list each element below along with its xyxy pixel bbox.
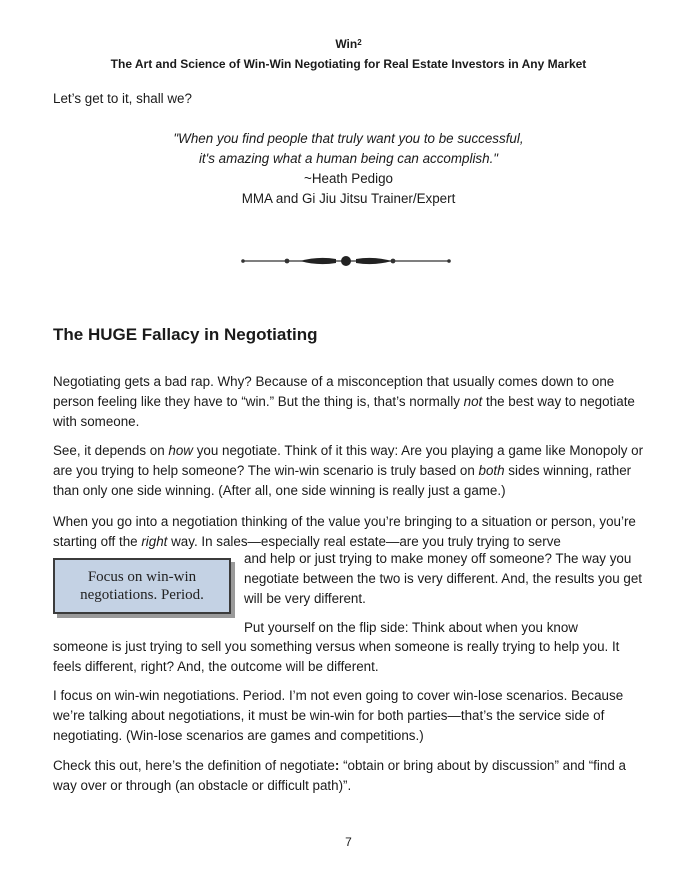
paragraph-how-you-negotiate: See, it depends on how you negotiate. Think of it this way: Are you playing a game like Monopoly or are you trying to help someone? The win-win scenario is truly based on both sides winning, rather than only one side winning. (After all, one side winning is really just a game.) <box>53 443 644 498</box>
paragraph-value-start: When you go into a negotiation thinking of the value you’re bringing to a situation or person, you’re starting off the right way. In sales—especially real estate—are you truly trying to serve <box>53 514 636 549</box>
section-heading: The HUGE Fallacy in Negotiating <box>53 325 318 344</box>
quote-author-role: MMA and Gi Jiu Jitsu Trainer/Expert <box>241 191 456 206</box>
quote-line-1: "When you find people that truly want you to be successful, <box>173 131 524 146</box>
callout-line-2: negotiations. Period. <box>80 587 204 603</box>
book-title: Win$^2$ <box>335 37 362 51</box>
paragraph-flip-side-start: Put yourself on the flip side: Think about when you know <box>244 620 578 635</box>
book-subtitle: The Art and Science of Win-Win Negotiating for Real Estate Investors in Any Market <box>110 57 587 71</box>
quote-line-2: it's amazing what a human being can accomplish." <box>198 151 499 166</box>
pull-quote-callout <box>53 558 231 614</box>
ornament-divider-icon <box>240 253 452 269</box>
intro-line: Let’s get to it, shall we? <box>53 91 192 106</box>
title-superscript: 2 <box>357 38 362 47</box>
paragraph-flip-side-continued: someone is just trying to sell you something versus when someone is really trying to help you. It feels different, right? And, the outcome will be different. <box>53 639 620 674</box>
quote-author: ~Heath Pedigo <box>304 171 393 186</box>
page-number: 7 <box>345 835 352 849</box>
paragraph-misconception: Negotiating gets a bad rap. Why? Because of a misconception that usually comes down to one person feeling like they have to “win.” But the thing is, that’s normally not the best way to negotiate with someone. <box>53 374 635 429</box>
callout-line-1: Focus on win-win <box>87 569 197 585</box>
paragraph-definition: Check this out, here’s the definition of negotiate: “obtain or bring about by discussion” and “find a way over or through (an obstacle or difficult path)”. <box>53 758 626 793</box>
paragraph-value-continued: and help or just trying to make money off someone? The way you negotiate between the two is very different. And, the results you get will be very different. <box>244 551 642 606</box>
quote-block <box>0 129 697 209</box>
paragraph-win-win-focus: I focus on win-win negotiations. Period. I’m not even going to cover win-lose scenarios. Because we’re talking about negotiations, it must be win-win for both parties—that’s the service side of negotiating. (Win-lose scenarios are games and competitions.) <box>53 688 624 743</box>
